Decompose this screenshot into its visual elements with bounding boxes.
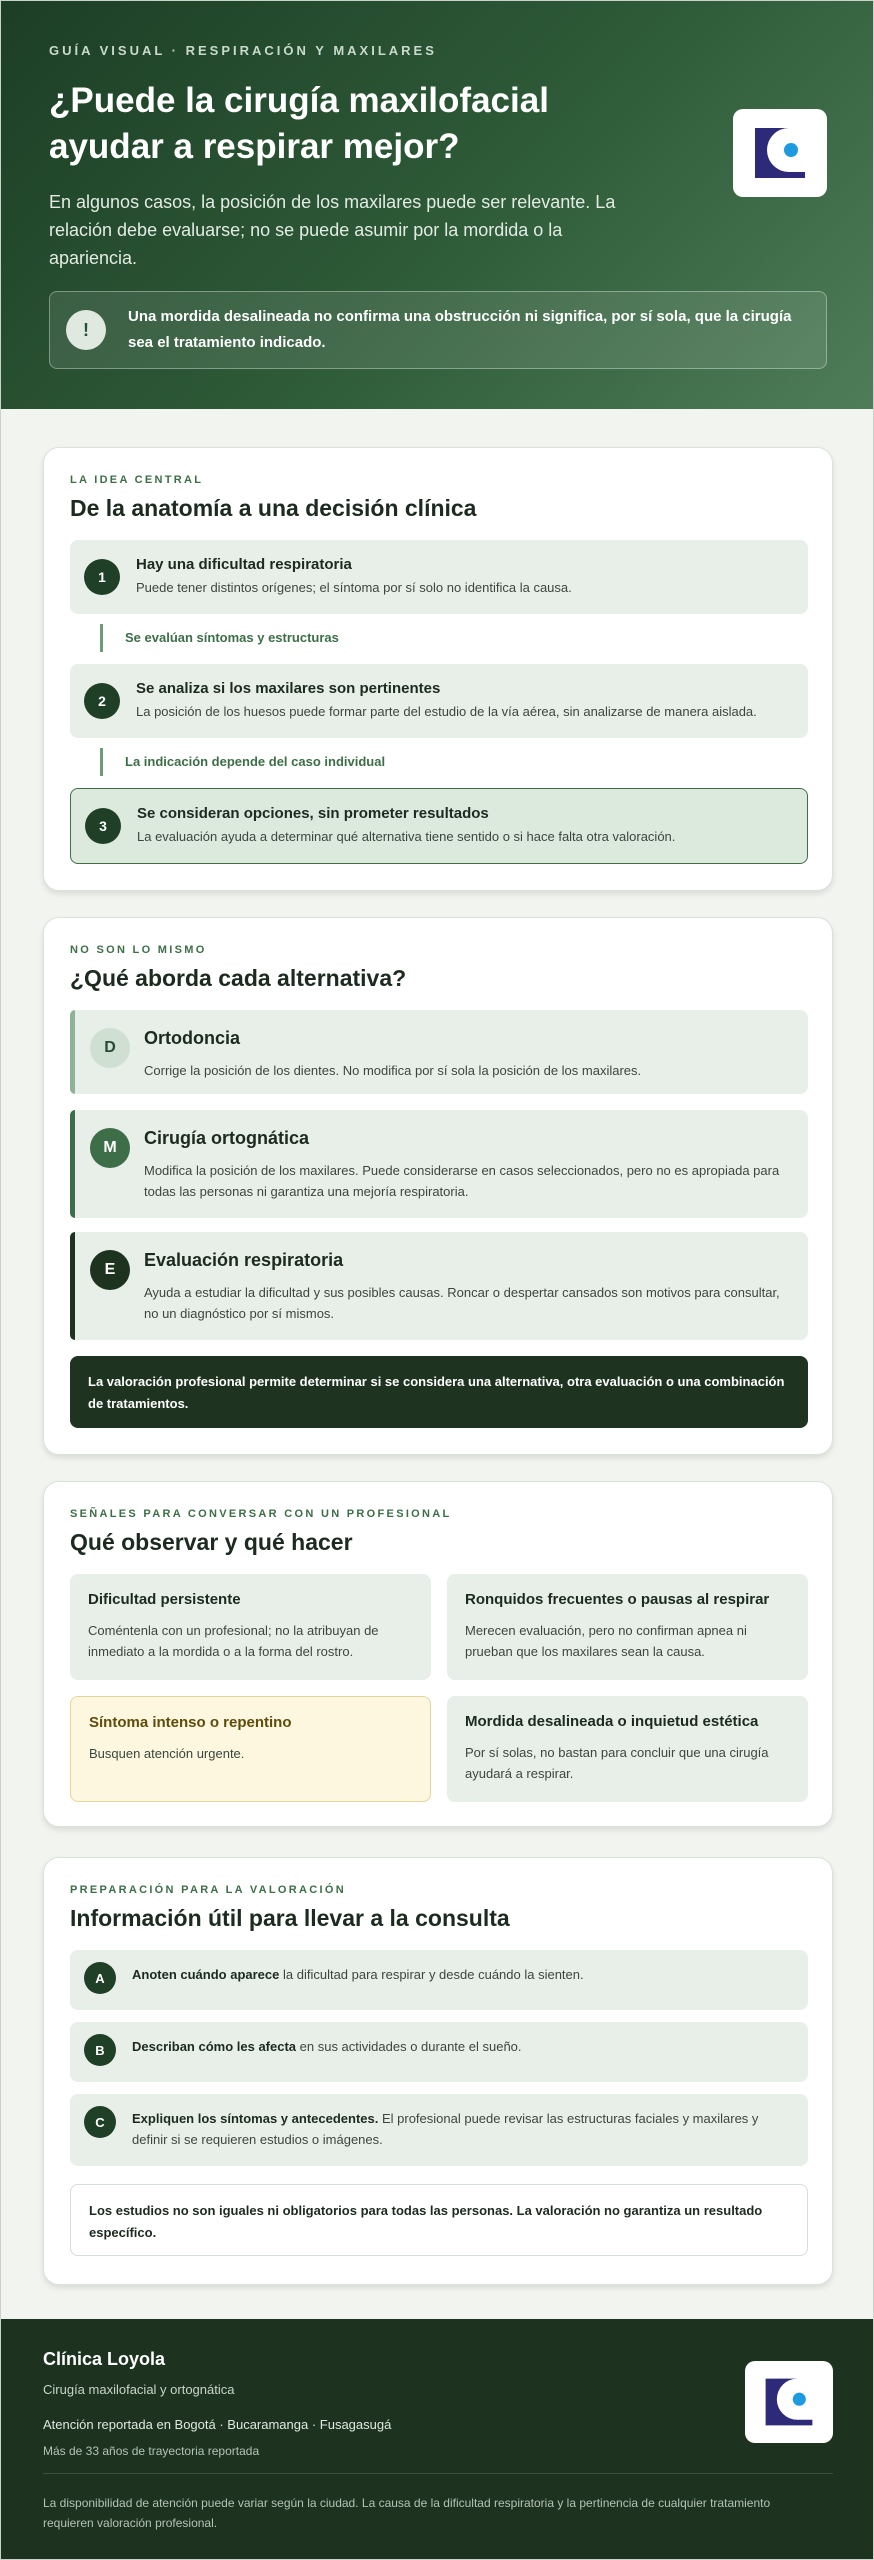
alternative-description: Modifica la posición de los maxilares. Puede considerarse en casos seleccionados, pero no es apropiada para todas las personas ni garantiza una mejoría respiratoria.: [144, 1163, 780, 1199]
signal-card: [447, 1574, 808, 1680]
idea-eyebrow: LA IDEA CENTRAL: [70, 474, 204, 486]
signal-card: [70, 1574, 431, 1680]
alternatives-eyebrow: NO SON LO MISMO: [70, 944, 207, 956]
alternative-title: Cirugía ortognática: [144, 1128, 310, 1148]
step-item: [70, 540, 808, 614]
clinic-locations: Atención reportada en Bogotá · Bucaramanga · Fusagasugá: [43, 2417, 392, 2432]
alternative-title: Evaluación respiratoria: [144, 1250, 344, 1270]
alternative-letter: E: [90, 1250, 130, 1290]
step-connector: Se evalúan síntomas y estructuras: [100, 624, 339, 652]
prep-letter: A: [84, 1962, 116, 1994]
signals-eyebrow: SEÑALES PARA CONVERSAR CON UN PROFESIONAL: [70, 1508, 452, 1520]
signal-description: Coméntenla con un profesional; no la atribuyan de inmediato a la mordida o a la forma del rostro.: [88, 1623, 379, 1659]
idea-title: De la anatomía a una decisión clínica: [70, 495, 477, 521]
clinic-name: Clínica Loyola: [43, 2349, 166, 2369]
signal-title: Mordida desalineada o inquietud estética: [465, 1713, 759, 1730]
alternatives-note: La valoración profesional permite determinar si se considera una alternativa, otra evaluación o una combinación de tratamientos.: [70, 1356, 808, 1428]
prep-item-text: en sus actividades o durante el sueño.: [296, 2039, 522, 2054]
step-number: 2: [84, 683, 120, 719]
signal-title: Síntoma intenso o repentino: [89, 1714, 292, 1731]
step-title: Se consideran opciones, sin prometer resultados: [137, 805, 489, 822]
step-description: La evaluación ayuda a determinar qué alternativa tiene sentido o si hace falta otra valoración.: [137, 829, 676, 844]
prep-card: [43, 1857, 833, 2285]
urgent-signal-card: [70, 1696, 431, 1802]
clinic-logo: [733, 109, 827, 197]
alternative-item: [70, 1232, 808, 1340]
hero-subtitle: En algunos casos, la posición de los maxilares puede ser relevante. La relación debe evaluarse; no se puede asumir por la mordida o la apariencia.: [49, 192, 616, 268]
step-description: La posición de los huesos puede formar parte del estudio de la vía aérea, sin analizarse de manera aislada.: [136, 704, 757, 719]
signal-description: Merecen evaluación, pero no confirman apnea ni prueban que los maxilares sean la causa.: [465, 1623, 747, 1659]
step-item: [70, 664, 808, 738]
alternative-letter: D: [90, 1028, 130, 1068]
step-number: 3: [85, 808, 121, 844]
prep-item-bold: Anoten cuándo aparece: [132, 1967, 280, 1982]
step-title: Se analiza si los maxilares son pertinentes: [136, 680, 441, 697]
signal-description: Por sí solas, no bastan para concluir que una cirugía ayudará a respirar.: [465, 1745, 769, 1781]
alternative-letter: M: [90, 1128, 130, 1168]
prep-item-text: la dificultad para respirar y desde cuándo la sienten.: [279, 1967, 584, 1982]
alternative-item: [70, 1110, 808, 1218]
alternative-item: [70, 1010, 808, 1094]
signal-card: [447, 1696, 808, 1802]
step-title: Hay una dificultad respiratoria: [136, 556, 352, 573]
footer-logo: [745, 2361, 833, 2443]
idea-card: [43, 447, 833, 891]
alternative-description: Corrige la posición de los dientes. No modifica por sí sola la posición de los maxilares.: [144, 1063, 642, 1078]
alternative-title: Ortodoncia: [144, 1028, 241, 1048]
exclamation-icon: !: [66, 310, 106, 350]
footer-divider: [43, 2473, 833, 2474]
hero-eyebrow: GUÍA VISUAL · RESPIRACIÓN Y MAXILARES: [49, 43, 437, 58]
prep-item-bold: Describan cómo les afecta: [132, 2039, 297, 2054]
alternatives-title: ¿Qué aborda cada alternativa?: [70, 965, 407, 991]
prep-item: [70, 1950, 808, 2010]
prep-item: [70, 2094, 808, 2166]
clinic-years: Más de 33 años de trayectoria reportada: [43, 2444, 260, 2458]
footer: [1, 2319, 874, 2560]
page-title: ¿Puede la cirugía maxilofacial ayudar a respirar mejor?: [49, 81, 549, 166]
warning-text: Una mordida desalineada no confirma una obstrucción ni significa, por sí sola, que la cirugía sea el tratamiento indicado.: [128, 308, 792, 351]
clinic-specialty: Cirugía maxilofacial y ortognática: [43, 2382, 235, 2397]
step-number: 1: [84, 559, 120, 595]
clinic-logo-icon: [760, 2373, 818, 2431]
footer-disclaimer: La disponibilidad de atención puede variar según la ciudad. La causa de la dificultad respiratoria y la pertinencia de cualquier tratamiento requieren valoración profesional.: [43, 2496, 771, 2530]
alternatives-card: [43, 917, 833, 1455]
step-connector: La indicación depende del caso individual: [100, 748, 385, 776]
prep-item-text: El profesional puede revisar las estructuras faciales y maxilares y definir si se requieren estudios o imágenes.: [132, 2111, 759, 2147]
prep-title: Información útil para llevar a la consulta: [70, 1905, 510, 1931]
prep-note: Los estudios no son iguales ni obligatorios para todas las personas. La valoración no garantiza un resultado específico.: [70, 2184, 808, 2256]
signal-title: Dificultad persistente: [88, 1591, 241, 1608]
prep-item-bold: Expliquen los síntomas y antecedentes.: [132, 2111, 379, 2126]
signals-card: [43, 1481, 833, 1827]
prep-item: [70, 2022, 808, 2082]
signal-description: Busquen atención urgente.: [89, 1746, 245, 1761]
prep-letter: C: [84, 2106, 116, 2138]
prep-letter: B: [84, 2034, 116, 2066]
prep-eyebrow: PREPARACIÓN PARA LA VALORACIÓN: [70, 1884, 346, 1896]
signals-title: Qué observar y qué hacer: [70, 1529, 353, 1555]
clinic-logo-icon: [749, 122, 811, 184]
hero-header: [1, 1, 874, 409]
warning-callout: [49, 291, 827, 369]
signal-title: Ronquidos frecuentes o pausas al respirar: [465, 1591, 770, 1608]
step-description: Puede tener distintos orígenes; el síntoma por sí solo no identifica la causa.: [136, 580, 572, 595]
alternative-description: Ayuda a estudiar la dificultad y sus posibles causas. Roncar o despertar cansados son motivos para consultar, no un diagnóstico por sí mismos.: [144, 1285, 780, 1321]
step-item: [70, 788, 808, 864]
